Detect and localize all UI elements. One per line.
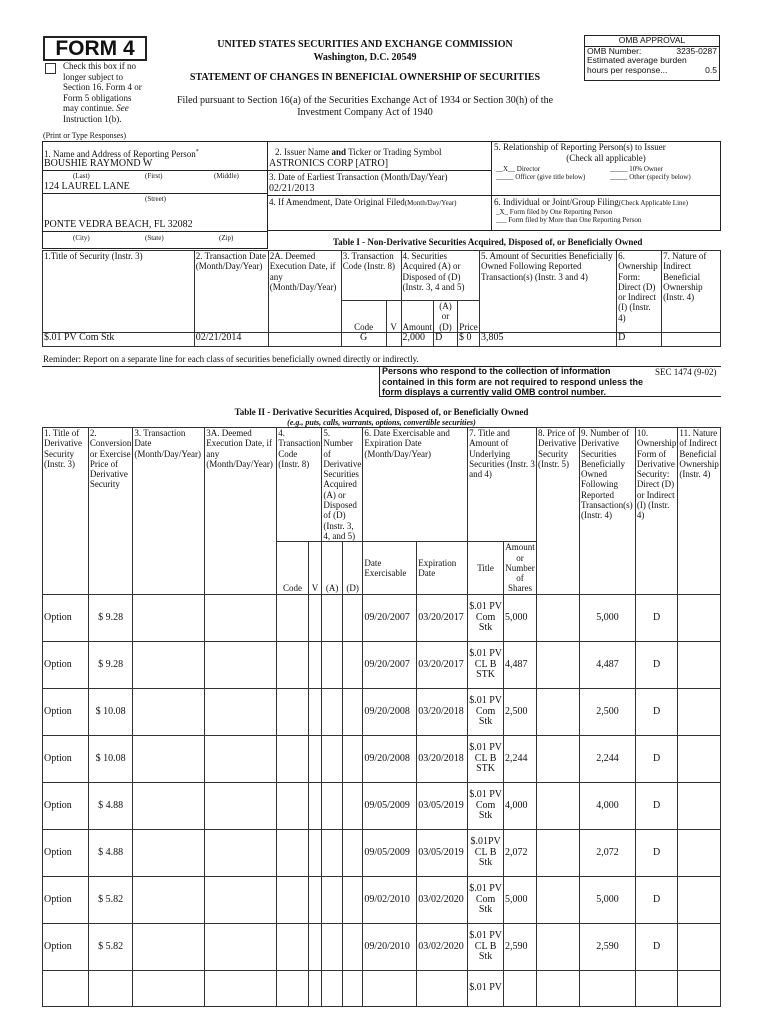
t2-price: $ 4.88 [88, 829, 133, 876]
t2-price: $ 9.28 [88, 594, 133, 641]
t2-expiration: 03/20/2018 [417, 735, 468, 782]
t2-nature [678, 782, 721, 829]
t2-nature [678, 876, 721, 923]
t1-sub-v: V [386, 301, 401, 333]
t2-sub-a: (A) [322, 542, 342, 594]
city-label: (City) [73, 234, 90, 242]
omb-number-label: OMB Number: [587, 45, 642, 56]
t2-d [342, 970, 363, 1006]
t2-expiration: 03/05/2019 [417, 782, 468, 829]
t1-sub-aord: (A) or (D) [434, 301, 458, 333]
t2-h4: 4. Transaction Code (Instr. 8) [277, 428, 322, 542]
t2-h3: 3. Transaction Date (Month/Day/Year) [133, 428, 205, 595]
t2-sub-title: Title [468, 542, 504, 594]
t2-h8: 8. Price of Derivative Security (Instr. 5) [537, 428, 580, 595]
t2-deemed [205, 688, 277, 735]
street-label: (Street) [145, 195, 166, 203]
filed-pursuant-2: Investment Company Act of 1940 [297, 107, 433, 118]
t2-date-exercisable: 09/02/2010 [363, 876, 417, 923]
t2-underlying-title: $.01 PV CL B Stk [468, 923, 504, 970]
t2-title: Option [43, 923, 89, 970]
t1-code: G [341, 332, 386, 346]
first-label: (First) [145, 172, 163, 180]
t2-nature [678, 688, 721, 735]
t2-date [133, 594, 205, 641]
t2-date [133, 688, 205, 735]
t2-code [277, 829, 309, 876]
t2-h2: 2. Conversion or Exercise Price of Derivative Security [88, 428, 133, 595]
t2-title: Option [43, 594, 89, 641]
t2-date [133, 735, 205, 782]
t2-sub-exp: Expiration Date [417, 542, 468, 594]
t2-underlying-amount: 4,000 [504, 782, 537, 829]
t2-v [308, 688, 322, 735]
t2-code [277, 876, 309, 923]
t2-title: Option [43, 735, 89, 782]
t1-deemed [268, 332, 341, 346]
t2-a [322, 735, 342, 782]
t2-deemed [205, 923, 277, 970]
t2-underlying-amount: 2,244 [504, 735, 537, 782]
box4-label: 4. If Amendment, Date Original Filed(Month/Day/Year) [269, 197, 457, 207]
t2-underlying-title: $.01 PV Com Stk [468, 688, 504, 735]
t2-deemed [205, 641, 277, 688]
table1-row [43, 332, 721, 346]
t2-owned: 4,000 [579, 782, 635, 829]
t2-d [342, 688, 363, 735]
t1-h7: 7. Nature of Indirect Beneficial Ownership (Instr. 4) [662, 251, 721, 333]
t2-deriv-price [537, 782, 580, 829]
t2-a [322, 782, 342, 829]
officer-check[interactable]: _____ Officer (give title below) [496, 173, 586, 181]
t2-title: Option [43, 688, 89, 735]
t2-expiration: 03/02/2020 [417, 923, 468, 970]
t2-nature [678, 923, 721, 970]
t2-sub-code: Code [277, 542, 309, 594]
t2-deemed [205, 735, 277, 782]
omb-burden-2: hours per response... [587, 64, 668, 75]
t2-nature [678, 735, 721, 782]
t1-amount: 2,000 [401, 332, 434, 346]
sec-number: SEC 1474 (9-02) [655, 367, 717, 377]
t2-underlying-title: $.01 PV CL B STK [468, 735, 504, 782]
t2-owned: 4,487 [579, 641, 635, 688]
t1-sub-price: Price [457, 301, 479, 333]
t2-date-exercisable: 09/20/2007 [363, 594, 417, 641]
t2-d [342, 829, 363, 876]
t2-deriv-price [537, 970, 580, 1006]
t2-h1: 1. Title of Derivative Security (Instr. 3) [43, 428, 89, 595]
persons-notice: Persons who respond to the collection of information contained in this form are not required to respond unless the form displays a currently valid OMB control number. [382, 366, 644, 397]
t2-h11: 11. Nature of Indirect Beneficial Ownership (Instr. 4) [678, 428, 721, 595]
box6-label: 6. Individual or Joint/Group Filing(Check Applicable Line) [494, 197, 688, 207]
t1-h2a: 2A. Deemed Execution Date, if any (Month/Day/Year) [268, 251, 341, 333]
table2-row [43, 829, 721, 876]
t2-a [322, 876, 342, 923]
t2-code [277, 923, 309, 970]
print-type-note: (Print or Type Responses) [43, 131, 127, 140]
t2-date-exercisable: 09/05/2009 [363, 782, 417, 829]
box2-label: 2. Issuer Name and Ticker or Trading Symbol [275, 147, 442, 157]
table2-row [43, 641, 721, 688]
omb-title: OMB APPROVAL [585, 36, 719, 47]
form-title: FORM 4 [55, 37, 135, 60]
zip-label: (Zip) [219, 234, 234, 242]
t2-owned: 5,000 [579, 594, 635, 641]
t2-underlying-title: $.01 PV [468, 970, 504, 1006]
t2-a [322, 970, 342, 1006]
t2-owned: 5,000 [579, 876, 635, 923]
t2-form: D [635, 641, 678, 688]
table2-row [43, 594, 721, 641]
form-title-box [43, 36, 147, 61]
t2-deemed [205, 829, 277, 876]
t2-nature [678, 829, 721, 876]
box5-sub: (Check all applicable) [566, 153, 646, 163]
t2-a [322, 594, 342, 641]
agency-city: Washington, D.C. 20549 [313, 52, 417, 63]
table2-row [43, 782, 721, 829]
t2-deriv-price [537, 594, 580, 641]
t1-h2: 2. Transaction Date (Month/Day/Year) [194, 251, 268, 333]
table2-row [43, 735, 721, 782]
more-persons-option[interactable]: ___ Form filed by More than One Reporting Person [496, 216, 642, 224]
t2-underlying-amount [504, 970, 537, 1006]
t2-title: Option [43, 876, 89, 923]
t2-date-exercisable [363, 970, 417, 1006]
t2-sub-d: (D) [342, 542, 363, 594]
t2-deriv-price [537, 923, 580, 970]
t2-form: D [635, 782, 678, 829]
t1-sub-code: Code [341, 301, 386, 333]
t2-owned [579, 970, 635, 1006]
t2-h10: 10. Ownership Form of Derivative Security: Direct (D) or Indirect (I) (Instr. 4) [635, 428, 678, 595]
t2-expiration [417, 970, 468, 1006]
t2-price [88, 970, 133, 1006]
t2-a [322, 688, 342, 735]
t2-deemed [205, 876, 277, 923]
other-check[interactable]: _____ Other (specify below) [610, 173, 691, 181]
table1-title: Table I - Non-Derivative Securities Acquired, Disposed of, or Beneficially Owned [333, 237, 643, 247]
table1 [42, 250, 721, 347]
t2-price: $ 4.88 [88, 782, 133, 829]
t2-underlying-title: $.01 PV Com Stk [468, 876, 504, 923]
director-check[interactable]: __X__ Director [496, 165, 541, 173]
t1-h3: 3. Transaction Code (Instr. 8) [341, 251, 401, 301]
t2-date-exercisable: 09/05/2009 [363, 829, 417, 876]
t2-owned: 2,500 [579, 688, 635, 735]
t2-form [635, 970, 678, 1006]
t2-price: $ 10.08 [88, 688, 133, 735]
owner-check[interactable]: _____ 10% Owner [610, 165, 663, 173]
t2-underlying-amount: 2,072 [504, 829, 537, 876]
t2-d [342, 876, 363, 923]
t2-date [133, 829, 205, 876]
one-person-option[interactable]: _X_ Form filed by One Reporting Person [496, 208, 613, 216]
t2-underlying-amount: 5,000 [504, 594, 537, 641]
t1-title: $.01 PV Com Stk [43, 332, 195, 346]
t2-code [277, 782, 309, 829]
t2-title: Option [43, 829, 89, 876]
t2-date-exercisable: 09/20/2007 [363, 641, 417, 688]
t2-a [322, 641, 342, 688]
t2-sub-amount: Amount or Number of Shares [505, 542, 535, 594]
t2-expiration: 03/02/2020 [417, 876, 468, 923]
t2-date-exercisable: 09/20/2010 [363, 923, 417, 970]
t2-underlying-title: $.01 PV Com Stk [468, 594, 504, 641]
t2-date [133, 641, 205, 688]
t2-d [342, 641, 363, 688]
t1-date: 02/21/2014 [194, 332, 268, 346]
no-longer-subject-checkbox[interactable] [45, 63, 56, 74]
t2-underlying-title: $.01PV CL B Stk [468, 829, 504, 876]
t2-h5: 5. Number of Derivative Securities Acquired (A) or Disposed of (D) (Instr. 3, 4, and 5) [323, 428, 362, 541]
t2-d [342, 782, 363, 829]
table2-row [43, 970, 721, 1006]
t2-nature [678, 594, 721, 641]
t2-d [342, 923, 363, 970]
t2-h3a: 3A. Deemed Execution Date, if any (Month/Day/Year) [205, 428, 277, 595]
t2-deriv-price [537, 829, 580, 876]
t2-v [308, 970, 322, 1006]
t2-v [308, 594, 322, 641]
t2-deriv-price [537, 688, 580, 735]
t2-nature [678, 641, 721, 688]
box1-label: 1. Name and Address of Reporting Person* [44, 149, 199, 159]
t2-price: $ 5.82 [88, 876, 133, 923]
t2-date [133, 970, 205, 1006]
t2-a [322, 923, 342, 970]
agency-name: UNITED STATES SECURITIES AND EXCHANGE COMMISSION [217, 39, 513, 50]
table2-row [43, 923, 721, 970]
t2-price: $ 9.28 [88, 641, 133, 688]
t2-expiration: 03/05/2019 [417, 829, 468, 876]
table2 [42, 427, 721, 1007]
t2-v [308, 923, 322, 970]
t2-d [342, 594, 363, 641]
t2-v [308, 782, 322, 829]
omb-burden-1: Estimated average burden [587, 55, 687, 65]
t2-form: D [635, 735, 678, 782]
t2-expiration: 03/20/2017 [417, 594, 468, 641]
city-value[interactable]: PONTE VEDRA BEACH, FL 32082 [44, 219, 193, 230]
t2-v [308, 641, 322, 688]
omb-number: 3235-0287 [676, 45, 717, 56]
t2-owned: 2,590 [579, 923, 635, 970]
t2-owned: 2,072 [579, 829, 635, 876]
t2-price: $ 10.08 [88, 735, 133, 782]
t2-a [322, 829, 342, 876]
t1-aord: D [434, 332, 458, 346]
last-label: (Last) [73, 172, 90, 180]
t2-price: $ 5.82 [88, 923, 133, 970]
t1-h1: 1.Title of Security (Instr. 3) [43, 251, 195, 333]
t2-v [308, 829, 322, 876]
filed-pursuant-1: Filed pursuant to Section 16(a) of the Securities Exchange Act of 1934 or Section 30(h) of the [176, 95, 554, 106]
t2-expiration: 03/20/2018 [417, 688, 468, 735]
t1-h6: 6. Ownership Form: Direct (D) or Indirect (I) (Instr. 4) [617, 251, 662, 333]
t2-deemed [205, 970, 277, 1006]
table2-row [43, 876, 721, 923]
issuer-value[interactable]: ASTRONICS CORP [ATRO] [269, 158, 389, 169]
earliest-transaction-value[interactable]: 02/21/2013 [269, 183, 315, 194]
t2-date [133, 876, 205, 923]
t2-form: D [635, 688, 678, 735]
t2-underlying-title: $.01 PV Com Stk [468, 782, 504, 829]
t2-v [308, 735, 322, 782]
t2-code [277, 688, 309, 735]
t2-title [43, 970, 89, 1006]
statement-title: STATEMENT OF CHANGES IN BENEFICIAL OWNERSHIP OF SECURITIES [189, 72, 541, 83]
t2-h7: 7. Title and Amount of Underlying Securities (Instr. 3 and 4) [468, 428, 537, 542]
t2-h9: 9. Number of Derivative Securities Beneficially Owned Following Reported Transaction(s) (Instr. 4) [579, 428, 635, 595]
t2-form: D [635, 829, 678, 876]
t2-code [277, 594, 309, 641]
t2-form: D [635, 923, 678, 970]
t1-h5: 5. Amount of Securities Beneficially Owned Following Reported Transaction(s) (Instr. 3 and 4) [479, 251, 616, 333]
t2-date-exercisable: 09/20/2008 [363, 688, 417, 735]
state-label: (State) [145, 234, 164, 242]
t2-underlying-amount: 2,500 [504, 688, 537, 735]
table2-row [43, 688, 721, 735]
box5-label: 5. Relationship of Reporting Person(s) to Issuer [494, 142, 666, 152]
t2-form: D [635, 876, 678, 923]
t1-form: D [617, 332, 662, 346]
t1-owned: 3,805 [479, 332, 616, 346]
t2-deriv-price [537, 641, 580, 688]
t2-title: Option [43, 782, 89, 829]
t2-deriv-price [537, 735, 580, 782]
t2-deriv-price [537, 876, 580, 923]
t2-underlying-amount: 5,000 [504, 876, 537, 923]
t2-nature [678, 970, 721, 1006]
t1-sub-amount: Amount [401, 301, 434, 333]
t2-sub-v: V [308, 542, 322, 594]
t1-nature [662, 332, 721, 346]
t2-date [133, 923, 205, 970]
t2-code [277, 735, 309, 782]
t2-expiration: 03/20/2017 [417, 641, 468, 688]
t1-h4: 4. Securities Acquired (A) or Disposed of (D) (Instr. 3, 4 and 5) [401, 251, 479, 301]
t1-price: $ 0 [457, 332, 479, 346]
street-value[interactable]: 124 LAUREL LANE [44, 181, 130, 192]
t2-date-exercisable: 09/20/2008 [363, 735, 417, 782]
table2-subtitle: (e.g., puts, calls, warrants, options, convertible securities) [287, 418, 476, 427]
omb-burden-value: 0.5 [705, 64, 717, 75]
t2-owned: 2,244 [579, 735, 635, 782]
t2-deemed [205, 782, 277, 829]
checkbox-text: Check this box if no longer subject to Section 16. Form 4 or Form 5 obligations may continue. See Instruction 1(b). [63, 61, 142, 124]
t2-form: D [635, 594, 678, 641]
t2-deemed [205, 594, 277, 641]
t2-title: Option [43, 641, 89, 688]
t2-date [133, 782, 205, 829]
t2-underlying-title: $.01 PV CL B STK [468, 641, 504, 688]
reporting-person-name[interactable]: BOUSHIE RAYMOND W [44, 158, 153, 169]
box3-label: 3. Date of Earliest Transaction (Month/Day/Year) [269, 172, 448, 182]
t1-v [386, 332, 401, 346]
table2-title: Table II - Derivative Securities Acquired, Disposed of, or Beneficially Owned [234, 407, 529, 417]
t2-sub-date-ex: Date Exercisable [363, 542, 417, 594]
t2-code [277, 641, 309, 688]
t2-underlying-amount: 2,590 [504, 923, 537, 970]
t2-h6: 6. Date Exercisable and Expiration Date (Month/Day/Year) [363, 428, 468, 542]
t2-underlying-amount: 4,487 [504, 641, 537, 688]
t2-d [342, 735, 363, 782]
reminder-text: Reminder: Report on a separate line for each class of securities beneficially owned directly or indirectly. [43, 354, 419, 364]
omb-approval-box [584, 35, 720, 81]
t2-code [277, 970, 309, 1006]
middle-label: (Middle) [214, 172, 239, 180]
t2-v [308, 876, 322, 923]
